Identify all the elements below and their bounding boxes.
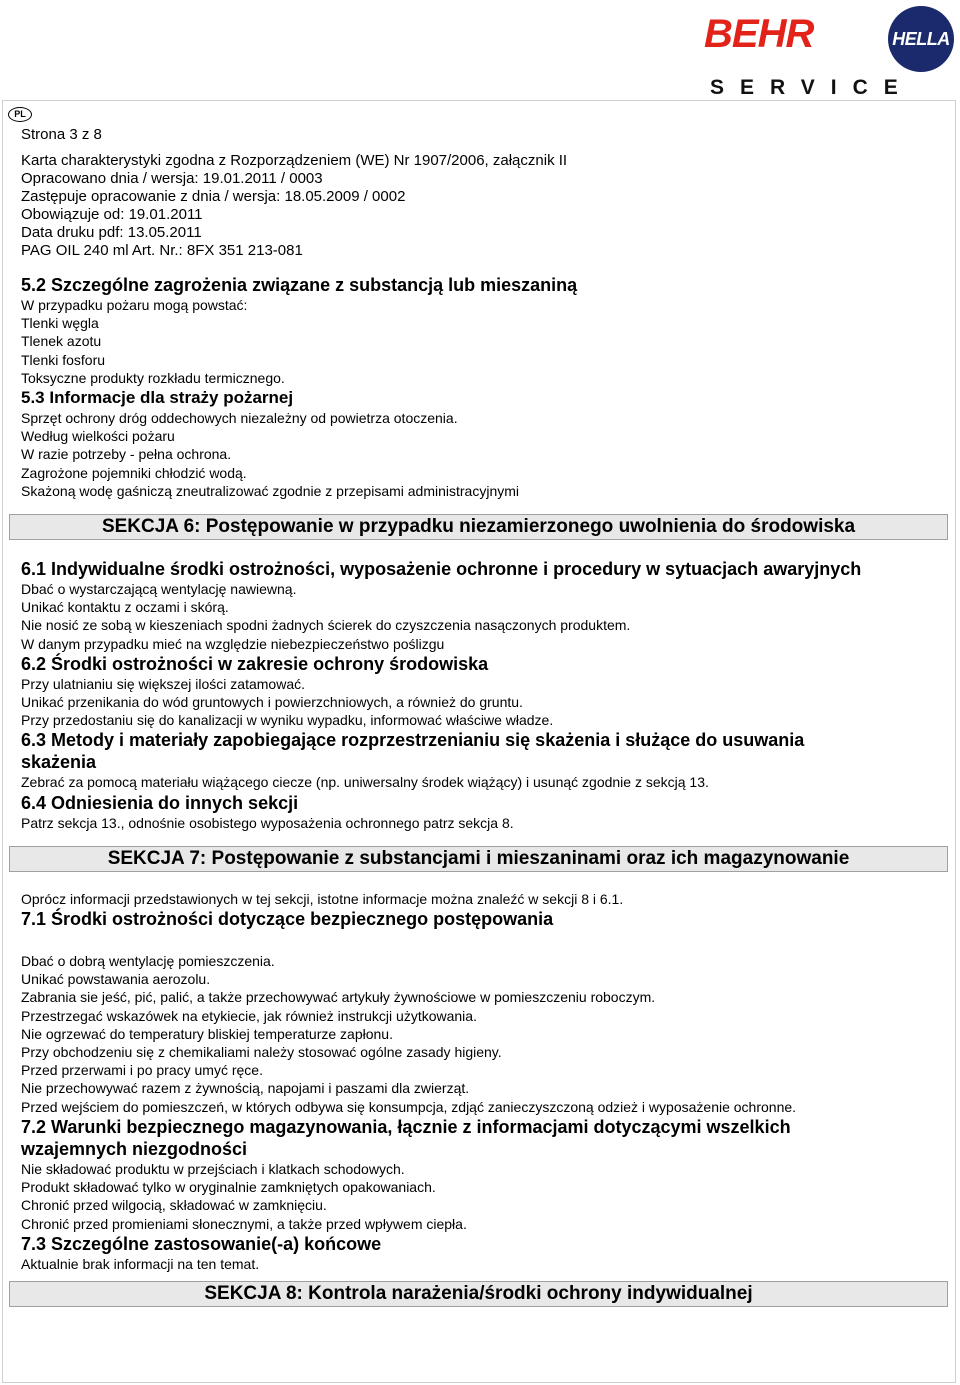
text-line: W danym przypadku mieć na względzie niebezpieczeństwo poślizgu xyxy=(21,635,445,652)
text-line: Patrz sekcja 13., odnośnie osobistego wyposażenia ochronnego patrz sekcja 8. xyxy=(21,814,514,831)
section-8-header: SEKCJA 8: Kontrola narażenia/środki ochrony indywidualnej xyxy=(9,1281,948,1307)
header-line: Obowiązuje od: 19.01.2011 xyxy=(21,206,203,223)
text-line: Według wielkości pożaru xyxy=(21,428,175,445)
text-line: Tlenki fosforu xyxy=(21,351,106,368)
hella-logo: HELLA xyxy=(888,6,954,72)
header-info xyxy=(21,152,946,260)
text-line: Zebrać za pomocą materiału wiążącego ciecze (np. uniwersalny środek wiążący) i usunąć zgodnie z sekcją 13. xyxy=(21,774,709,791)
text-line: Nie ogrzewać do temperatury bliskiej temperaturze zapłonu. xyxy=(21,1025,393,1042)
heading-7-2-cont: wzajemnych niezgodności xyxy=(21,1138,248,1159)
section-6-header: SEKCJA 6: Postępowanie w przypadku niezamierzonego uwolnienia do środowiska xyxy=(9,514,948,540)
header-line: PAG OIL 240 ml Art. Nr.: 8FX 351 213-081 xyxy=(21,242,303,259)
heading-6-3: 6.3 Metody i materiały zapobiegające rozprzestrzenianiu się skażenia i służące do usuwania xyxy=(21,730,805,751)
text-line: Unikać przenikania do wód gruntowych i powierzchniowych, a również do gruntu. xyxy=(21,694,523,711)
text-line: Unikać kontaktu z oczami i skórą. xyxy=(21,599,229,616)
text-line: Przed wejściem do pomieszczeń, w których odbywa się konsumpcja, zdjąć zanieczyszczoną odzież i wyposażenie ochronne. xyxy=(21,1098,797,1115)
heading-5-2: 5.2 Szczególne zagrożenia związane z substancją lub mieszaniną xyxy=(21,275,578,295)
text-line: Zagrożone pojemniki chłodzić wodą. xyxy=(21,464,247,481)
text-line: Sprzęt ochrony dróg oddechowych niezależny od powietrza otoczenia. xyxy=(21,410,458,427)
page-number: Strona 3 z 8 xyxy=(21,126,102,143)
section-7-header: SEKCJA 7: Postępowanie z substancjami i mieszaninami oraz ich magazynowanie xyxy=(9,846,948,872)
language-badge: PL xyxy=(8,107,32,122)
heading-6-4: 6.4 Odniesienia do innych sekcji xyxy=(21,792,299,813)
header-line: Zastępuje opracowanie z dnia / wersja: 18.05.2009 / 0002 xyxy=(21,188,406,205)
header-line: Karta charakterystyki zgodna z Rozporządzeniem (WE) Nr 1907/2006, załącznik II xyxy=(21,152,568,169)
text-line: Dbać o dobrą wentylację pomieszczenia. xyxy=(21,953,275,970)
text-line: Przy ulatnianiu się większej ilości zatamować. xyxy=(21,675,305,692)
text-line: Dbać o wystarczającą wentylację nawiewną. xyxy=(21,581,297,598)
text-line: W przypadku pożaru mogą powstać: xyxy=(21,297,248,313)
company-logo xyxy=(704,4,954,100)
text-line: W razie potrzeby - pełna ochrona. xyxy=(21,446,232,463)
heading-5-3: 5.3 Informacje dla straży pożarnej xyxy=(21,388,294,408)
text-line: Unikać powstawania aerozolu. xyxy=(21,971,211,988)
text-line: Przed przerwami i po pracy umyć ręce. xyxy=(21,1062,263,1079)
heading-7-1: 7.1 Środki ostrożności dotyczące bezpiecznego postępowania xyxy=(21,909,554,930)
header-line: Opracowano dnia / wersja: 19.01.2011 / 0003 xyxy=(21,170,323,187)
text-line: Przy obchodzeniu się z chemikaliami należy stosować ogólne zasady higieny. xyxy=(21,1044,502,1061)
text-line: Produkt składować tylko w oryginalnie zamkniętych opakowaniach. xyxy=(21,1179,436,1196)
text-line: Nie przechowywać razem z żywnością, napojami i paszami dla zwierząt. xyxy=(21,1080,470,1097)
heading-6-1: 6.1 Indywidualne środki ostrożności, wyposażenie ochronne i procedury w sytuacjach awaryjnych xyxy=(21,559,862,580)
text-line: Skażoną wodę gaśniczą zneutralizować zgodnie z przepisami administracyjnymi xyxy=(21,482,520,499)
text-line: Nie składować produktu w przejściach i klatkach schodowych. xyxy=(21,1160,405,1177)
service-label: SERVICE xyxy=(710,76,914,99)
heading-7-2: 7.2 Warunki bezpiecznego magazynowania, łącznie z informacjami dotyczącymi wszelkich xyxy=(21,1116,791,1137)
text-line: Przestrzegać wskazówek na etykiecie, jak również instrukcji użytkowania. xyxy=(21,1007,477,1024)
section-7-intro: Oprócz informacji przedstawionych w tej sekcji, istotne informacje można znaleźć w sekcji 8 i 6.1. xyxy=(21,890,624,907)
text-line: Tlenek azotu xyxy=(21,333,102,350)
text-line: Toksyczne produkty rozkładu termicznego. xyxy=(21,369,285,386)
text-line: Tlenki węgla xyxy=(21,315,99,332)
heading-6-3-cont: skażenia xyxy=(21,752,97,773)
heading-7-3: 7.3 Szczególne zastosowanie(-a) końcowe xyxy=(21,1233,382,1254)
document-body xyxy=(21,126,946,1307)
text-line: Przy przedostaniu się do kanalizacji w wyniku wypadku, informować właściwe władze. xyxy=(21,712,554,729)
heading-6-2: 6.2 Środki ostrożności w zakresie ochrony środowiska xyxy=(21,653,489,674)
text-line: Chronić przed promieniami słonecznymi, a także przed wpływem ciepła. xyxy=(21,1215,467,1232)
text-line: Nie nosić ze sobą w kieszeniach spodni żadnych ścierek do czyszczenia nasączonych produktem. xyxy=(21,617,631,634)
header-line: Data druku pdf: 13.05.2011 xyxy=(21,224,202,241)
text-line: Aktualnie brak informacji na ten temat. xyxy=(21,1255,260,1272)
text-line: Zabrania sie jeść, pić, palić, a także przechowywać artykuły żywnościowe w pomieszczeniu roboczym. xyxy=(21,989,656,1006)
behr-logo: BEHR xyxy=(704,12,814,56)
text-line: Chronić przed wilgocią, składować w zamknięciu. xyxy=(21,1197,327,1214)
